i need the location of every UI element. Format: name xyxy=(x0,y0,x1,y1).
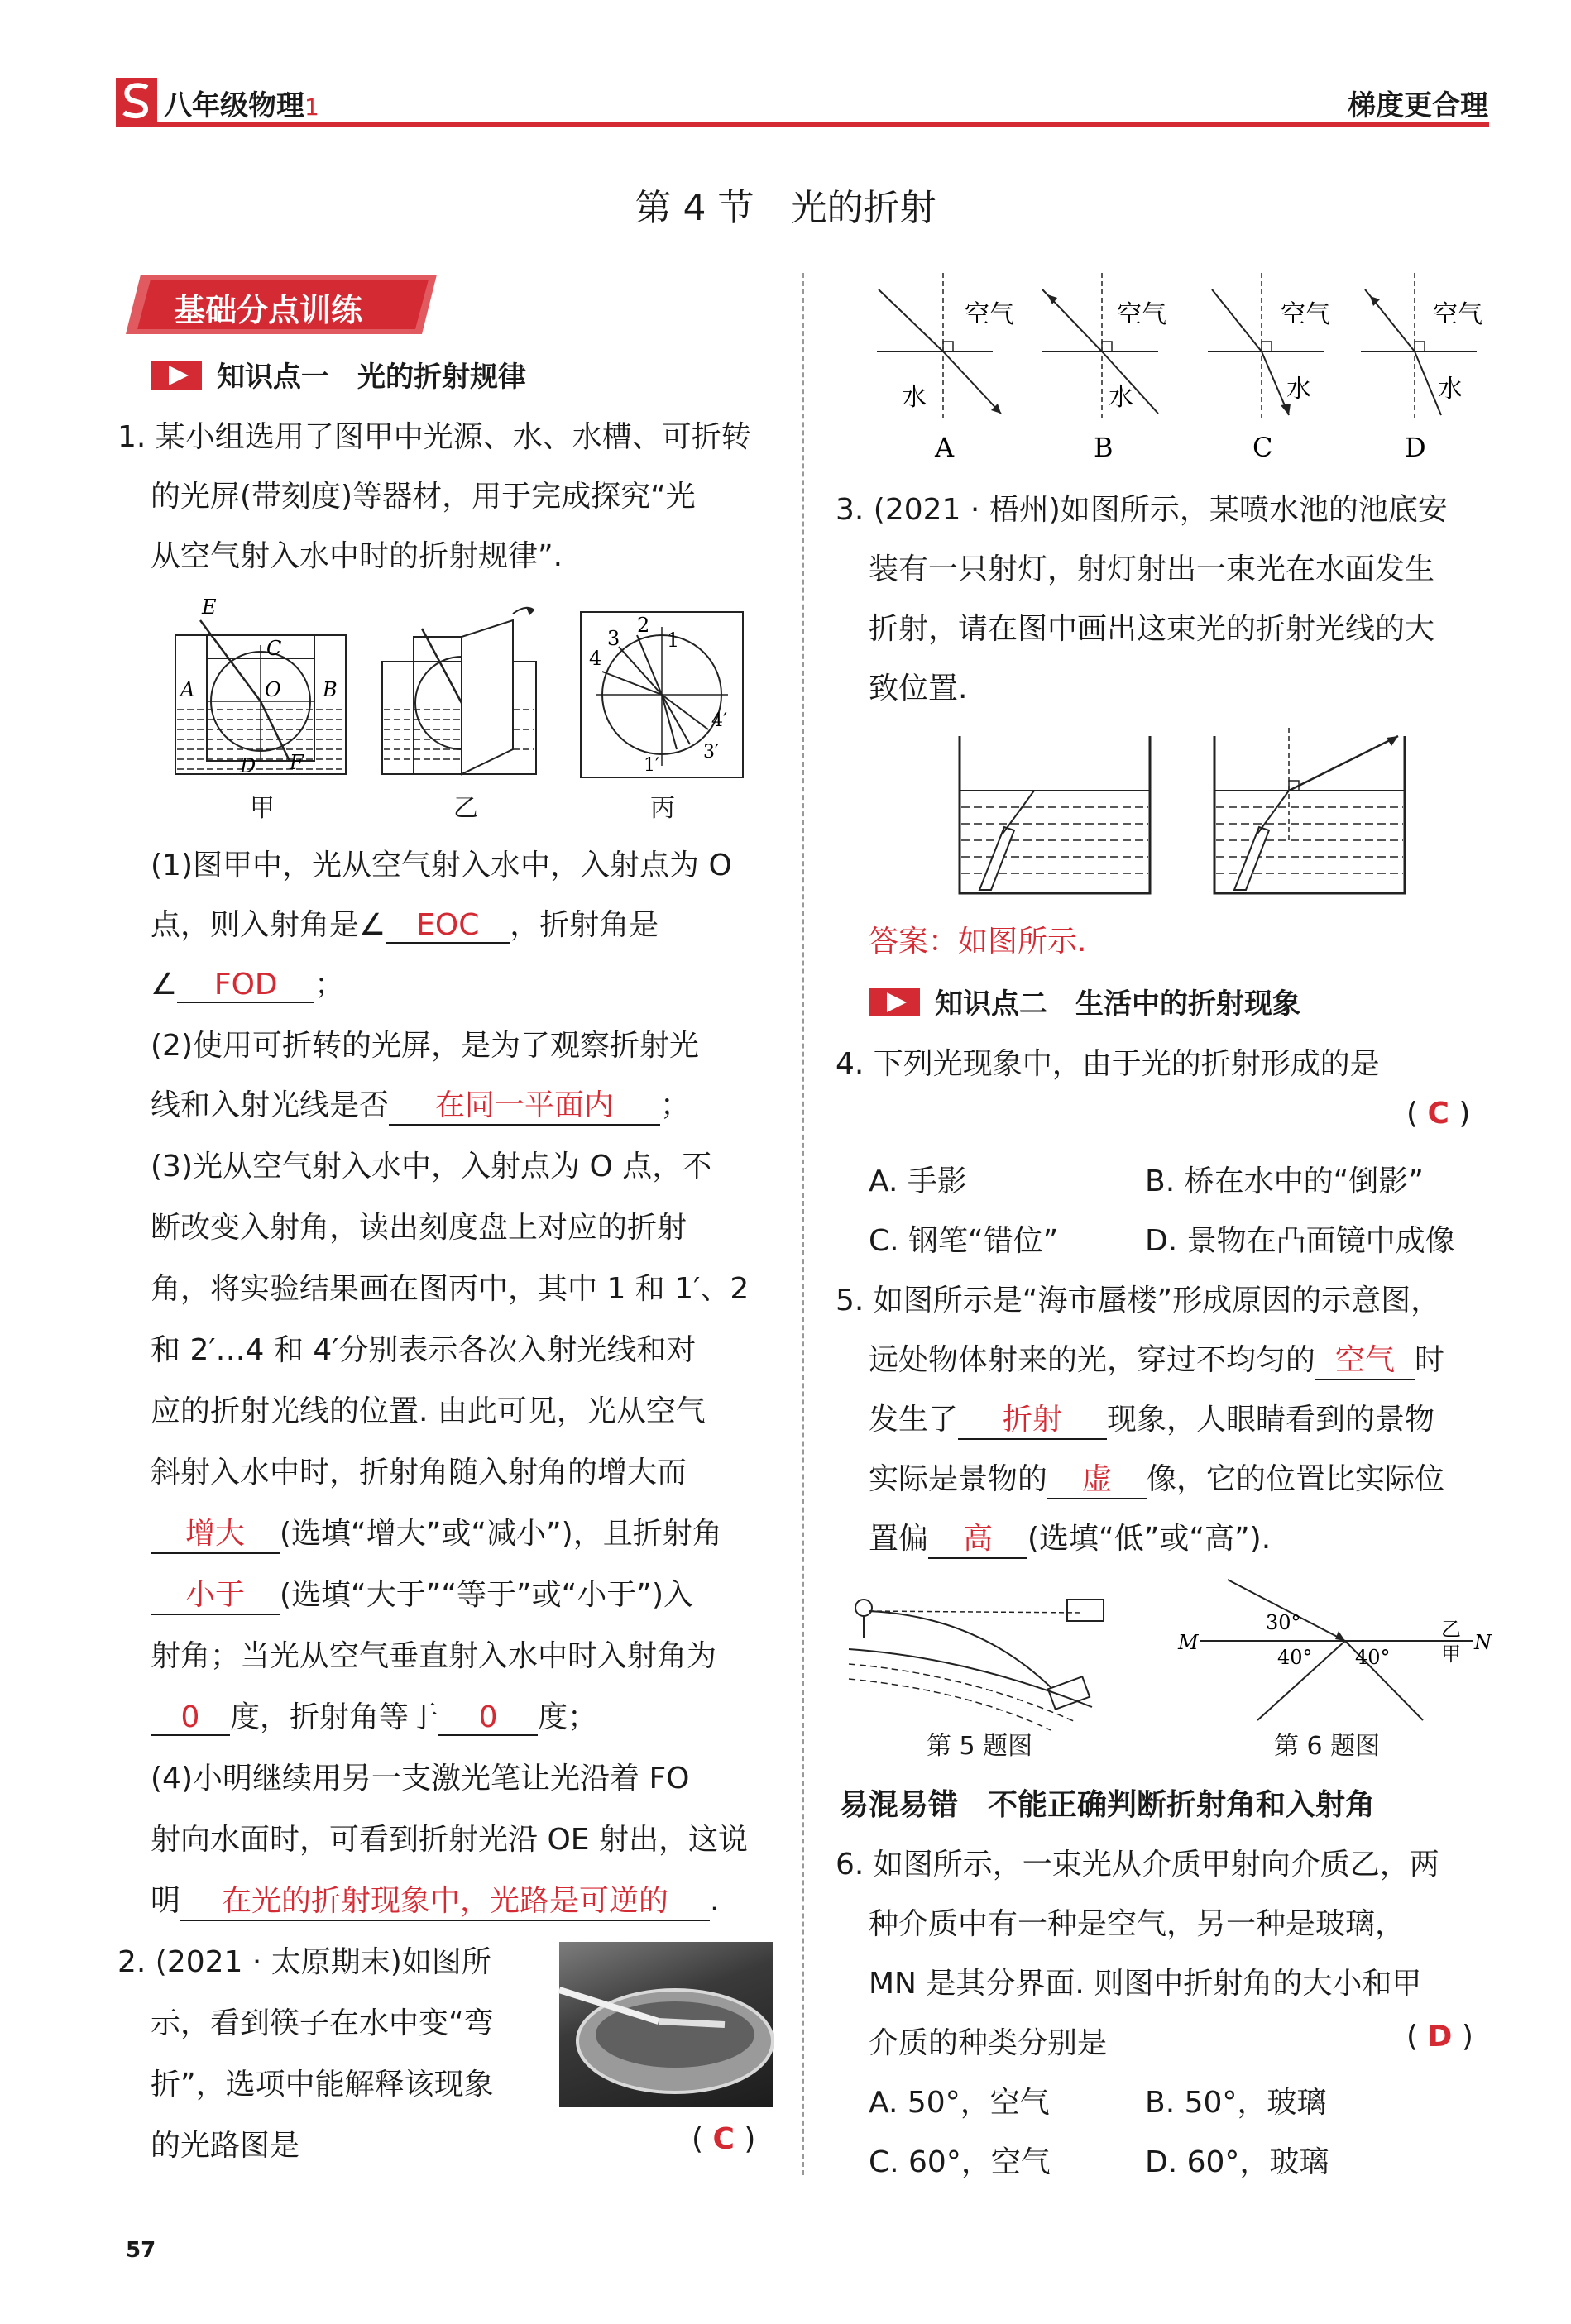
q4-option-C: C. 钢笔“错位” xyxy=(869,1224,1059,1258)
q2-B-water-label: 水 xyxy=(1109,383,1133,412)
q2-line-2: 示，看到筷子在水中变“弯 xyxy=(151,2006,494,2040)
q6-answer: ( D ) xyxy=(1406,2020,1473,2054)
answer-blank-reversible: 在光的折射现象中，光路是可逆的 xyxy=(180,1877,710,1921)
knowledge-point-1: 知识点一 光的折射规律 xyxy=(151,354,526,395)
q6-line-2: 种介质中有一种是空气，另一种是玻璃， xyxy=(869,1907,1406,1941)
q6-interface-figure xyxy=(1175,1571,1492,1729)
q2-option-C-label: C xyxy=(1252,432,1273,463)
q6-caption: 第 6 题图 xyxy=(1274,1732,1381,1761)
q1-line-1: 1. 某小组选用了图甲中光源、水、水槽、可折转 xyxy=(117,420,751,454)
q6-line-1: 6. 如图所示，一束光从介质甲射向介质乙，两 xyxy=(836,1848,1439,1882)
q6-option-B: B. 50°，玻璃 xyxy=(1145,2086,1327,2120)
q3-pool-diagrams xyxy=(951,728,1415,901)
answer-blank-same-plane: 在同一平面内 xyxy=(389,1082,660,1126)
page-number: 57 xyxy=(126,2238,156,2263)
q3-line-1: 3. (2021 · 梧州)如图所示，某喷水池的池底安 xyxy=(836,493,1448,527)
answer-blank-refraction: 折射 xyxy=(958,1396,1107,1440)
q6-option-D: D. 60°，玻璃 xyxy=(1145,2145,1329,2179)
q2-line-4: 的光路图是 xyxy=(151,2129,300,2163)
q2-answer: ( C ) xyxy=(692,2122,756,2156)
label-F: F xyxy=(290,751,304,774)
q5-caption: 第 5 题图 xyxy=(927,1732,1033,1761)
label-B: B xyxy=(323,678,338,701)
q4-option-B: B. 桥在水中的“倒影” xyxy=(1145,1164,1424,1198)
column-separator xyxy=(802,273,804,2175)
publisher-logo xyxy=(116,78,157,122)
q1-p1-line-a: (1)图甲中，光从空气射入水中，入射点为 O xyxy=(151,849,732,882)
q2-C-air-label: 空气 xyxy=(1281,300,1330,329)
q1-p3-line-c: 角，将实验结果画在图丙中，其中 1 和 1′、2 xyxy=(151,1272,750,1306)
q3-line-3: 折射，请在图中画出这束光的折射光线的大 xyxy=(869,612,1435,646)
label-yi: 乙 xyxy=(1441,1618,1461,1641)
label-1p: 1′ xyxy=(644,755,659,776)
q2-D-air-label: 空气 xyxy=(1433,300,1482,329)
q1-p2-line-b: 线和入射光线是否 在同一平面内 ； xyxy=(151,1082,690,1126)
q1-p1-line-b: 点，则入射角是∠ EOC ，折射角是 xyxy=(151,908,659,942)
q2-C-water-label: 水 xyxy=(1286,375,1311,404)
answer-blank-refraction-zero: 0 xyxy=(438,1700,538,1736)
q1-line-2: 的光屏(带刻度)等器材，用于完成探究“光 xyxy=(151,480,696,514)
q2-option-D-label: D xyxy=(1405,432,1426,463)
q2-option-A-label: A xyxy=(935,432,955,463)
header-tagline: 梯度更合理 xyxy=(1348,89,1488,122)
q1-p3-line-j: 0 度，折射角等于 0 度； xyxy=(151,1694,597,1736)
chopsticks-in-water-photo xyxy=(559,1942,773,2107)
answer-blank-increase: 增大 xyxy=(151,1510,280,1554)
q1-figure-yi xyxy=(381,604,538,794)
label-O: O xyxy=(265,678,281,701)
q2-line-3: 折”，选项中能解释该现象 xyxy=(151,2068,494,2102)
label-1: 1 xyxy=(667,629,680,652)
q1-p3-line-f: 斜射入水中时，折射角随入射角的增大而 xyxy=(151,1456,687,1490)
q2-B-air-label: 空气 xyxy=(1117,300,1166,329)
answer-blank-less-than: 小于 xyxy=(151,1571,280,1615)
q1-p3-line-e: 应的折射光线的位置. 由此可见，光从空气 xyxy=(151,1394,706,1428)
q4-answer: ( C ) xyxy=(1406,1097,1471,1131)
q6-line-3: MN 是其分界面. 则图中折射角的大小和甲 xyxy=(869,1967,1422,2001)
answer-blank-air: 空气 xyxy=(1315,1337,1415,1380)
q1-p4-line-a: (4)小明继续用另一支激光笔让光沿着 FO xyxy=(151,1762,690,1796)
q3-line-4: 致位置. xyxy=(869,672,968,705)
header-subject: 八年级物理1 xyxy=(164,89,319,122)
q4-stem: 4. 下列光现象中，由于光的折射形成的是 xyxy=(836,1047,1380,1081)
knowledge-point-2: 知识点二 生活中的折射现象 xyxy=(869,981,1300,1021)
q2-option-B-label: B xyxy=(1094,432,1114,463)
label-3p: 3′ xyxy=(703,742,719,763)
q5-mirage-figure xyxy=(844,1583,1117,1732)
error-hint: 易混易错 不能正确判断折射角和入射角 xyxy=(839,1788,1376,1822)
q4-option-A: A. 手影 xyxy=(869,1164,967,1198)
fig-jia-caption: 甲 xyxy=(250,794,275,823)
q1-p3-line-b: 断改变入射角，读出刻度盘上对应的折射 xyxy=(151,1211,687,1245)
label-30deg: 30° xyxy=(1266,1611,1301,1634)
q2-D-water-label: 水 xyxy=(1438,375,1463,404)
play-arrow-icon xyxy=(869,988,920,1016)
q6-option-C: C. 60°，空气 xyxy=(869,2145,1051,2179)
q1-figure-jia xyxy=(174,595,347,794)
play-arrow-icon xyxy=(151,361,202,390)
q1-p3-line-g: 增大 (选填“增大”或“减小”)，且折射角 xyxy=(151,1510,722,1554)
header-rule xyxy=(116,122,1489,127)
label-2: 2 xyxy=(637,614,650,637)
q5-line-1: 5. 如图所示是“海市蜃楼”形成原因的示意图， xyxy=(836,1284,1441,1317)
fig-yi-caption: 乙 xyxy=(453,794,478,823)
label-E: E xyxy=(202,595,217,619)
answer-blank-high: 高 xyxy=(928,1515,1027,1559)
label-4: 4 xyxy=(589,647,602,670)
q5-line-5: 置偏 高 (选填“低”或“高”). xyxy=(869,1515,1271,1559)
label-40deg-right: 40° xyxy=(1355,1646,1391,1669)
q6-option-A: A. 50°，空气 xyxy=(869,2086,1050,2120)
q2-A-air-label: 空气 xyxy=(965,300,1014,329)
answer-blank-virtual: 虚 xyxy=(1047,1456,1147,1499)
label-jia: 甲 xyxy=(1441,1643,1461,1666)
banner-label: 基础分点训练 xyxy=(174,291,363,328)
q1-p4-line-b: 射向水面时，可看到折射光沿 OE 射出，这说 xyxy=(151,1823,748,1857)
answer-blank-refraction-angle: FOD xyxy=(177,968,314,1003)
label-C: C xyxy=(266,637,282,660)
q5-line-3: 发生了 折射 现象，人眼睛看到的景物 xyxy=(869,1396,1434,1440)
q4-option-D: D. 景物在凸面镜中成像 xyxy=(1145,1224,1455,1258)
answer-blank-incidence-angle: EOC xyxy=(386,908,510,944)
q1-p3-line-h: 小于 (选填“大于”“等于”或“小于”)入 xyxy=(151,1571,693,1615)
label-N: N xyxy=(1474,1631,1492,1654)
q1-p3-line-d: 和 2′…4 和 4′分别表示各次入射光线和对 xyxy=(151,1333,697,1367)
section-title: 第 4 节 光的折射 xyxy=(635,187,936,229)
label-40deg-left: 40° xyxy=(1277,1646,1313,1669)
q1-figure-bing xyxy=(579,610,745,784)
q3-line-2: 装有一只射灯，射灯射出一束光在水面发生 xyxy=(869,552,1435,586)
label-4p: 4′ xyxy=(711,710,727,731)
q1-line-3: 从空气射入水中时的折射规律”. xyxy=(151,539,563,573)
q5-line-2: 远处物体射来的光，穿过不均匀的 空气 时 xyxy=(869,1337,1444,1380)
label-M: M xyxy=(1178,1631,1199,1654)
q2-line-1: 2. (2021 · 太原期末)如图所 xyxy=(117,1945,491,1979)
q1-p3-line-i: 射角；当光从空气垂直射入水中时入射角为 xyxy=(151,1639,717,1673)
q1-p4-line-c: 明 在光的折射现象中，光路是可逆的 . xyxy=(151,1877,719,1921)
q3-answer: 答案：如图所示. xyxy=(869,925,1087,959)
label-D: D xyxy=(240,754,256,777)
q6-line-4: 介质的种类分别是 xyxy=(869,2026,1108,2060)
label-3: 3 xyxy=(607,627,620,650)
label-A: A xyxy=(180,678,195,701)
fig-bing-caption: 丙 xyxy=(650,794,675,823)
q1-p2-line-a: (2)使用可折转的光屏，是为了观察折射光 xyxy=(151,1029,699,1063)
q1-p1-line-c: ∠ FOD ； xyxy=(151,968,345,1002)
q2-option-diagrams xyxy=(836,273,1497,463)
q2-A-water-label: 水 xyxy=(902,383,927,412)
q5-line-4: 实际是景物的 虚 像，它的位置比实际位 xyxy=(869,1456,1444,1499)
q1-p3-line-a: (3)光从空气射入水中，入射点为 O 点，不 xyxy=(151,1150,712,1184)
answer-blank-incidence-zero: 0 xyxy=(151,1700,230,1736)
